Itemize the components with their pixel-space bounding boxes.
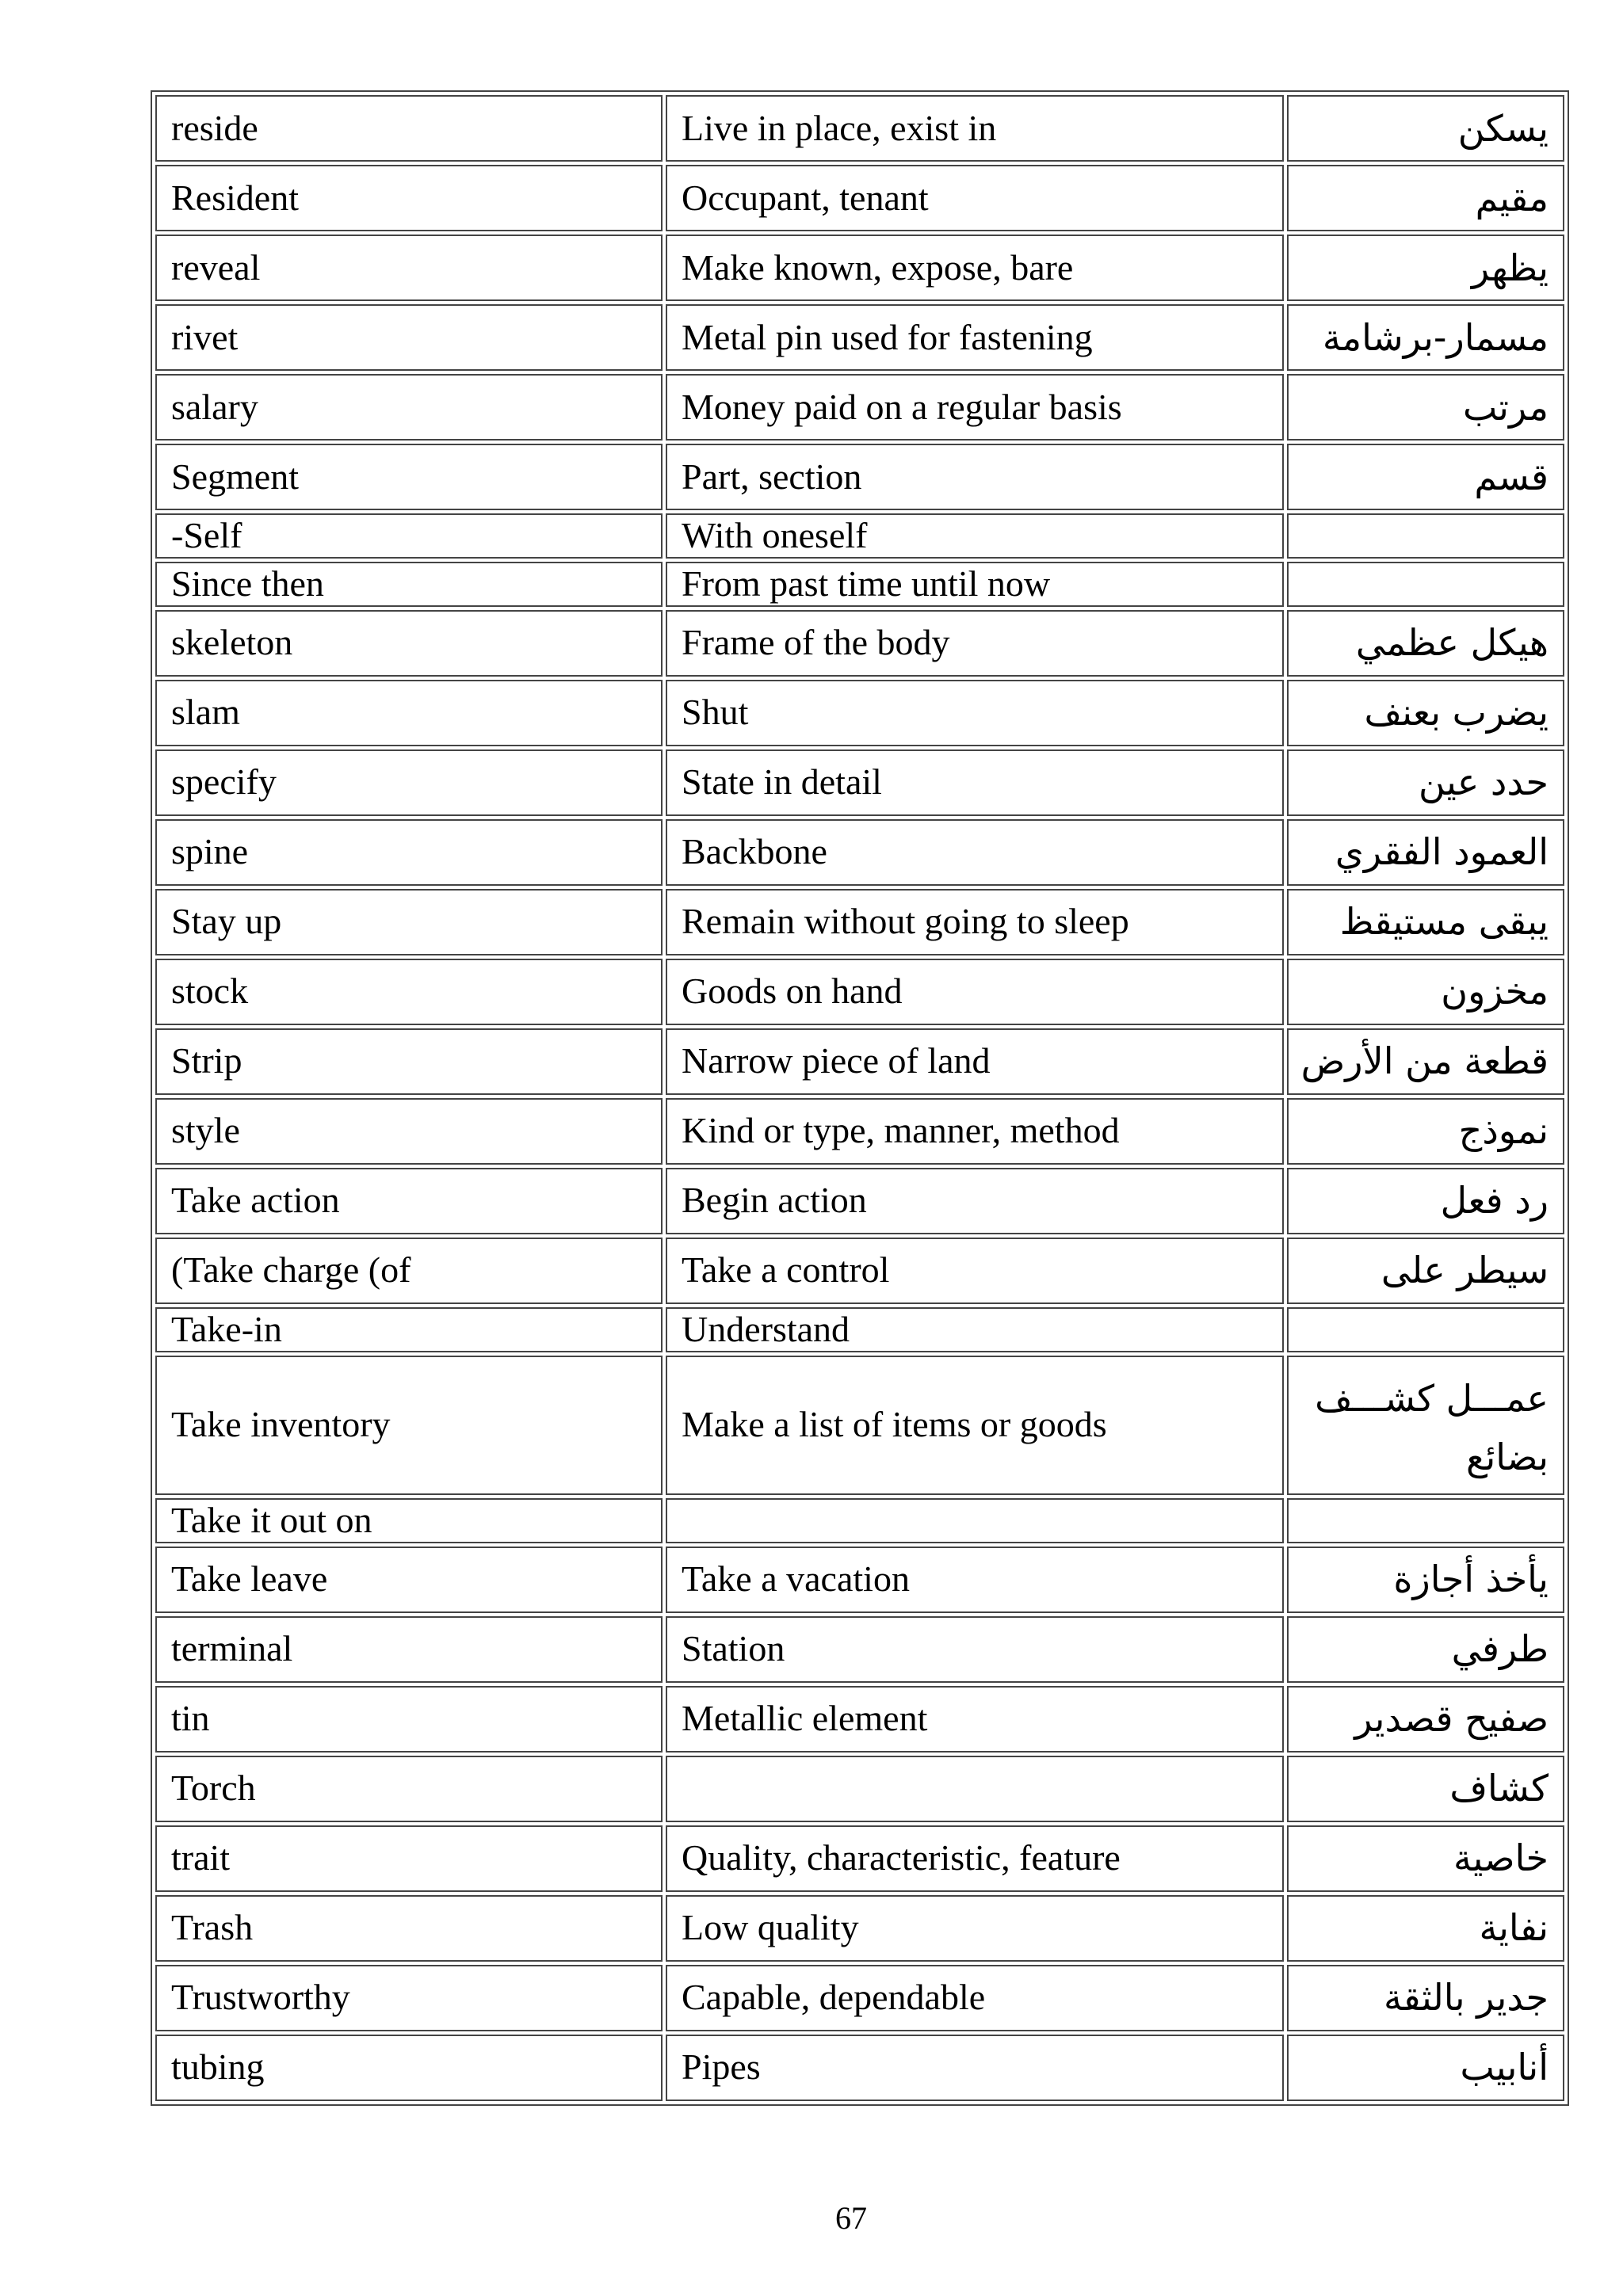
term-cell: style [155, 1098, 663, 1165]
definition-cell: State in detail [666, 749, 1284, 816]
term-cell: (Take charge (of [155, 1238, 663, 1304]
definition-cell: Narrow piece of land [666, 1028, 1284, 1095]
arabic-translation-cell: مسمار-برشامة [1287, 304, 1564, 371]
arabic-translation-cell: طرفي [1287, 1616, 1564, 1683]
table-row [155, 610, 1564, 677]
table-row [155, 1238, 1564, 1304]
term-cell: Take leave [155, 1547, 663, 1613]
definition-cell: Capable, dependable [666, 1965, 1284, 2031]
definition-cell: Kind or type, manner, method [666, 1098, 1284, 1165]
arabic-translation-cell [1287, 513, 1564, 559]
definition-cell: Shut [666, 680, 1284, 746]
definition-cell: Quality, characteristic, feature [666, 1825, 1284, 1892]
table-row [155, 304, 1564, 371]
table-row [155, 889, 1564, 955]
definition-cell: Low quality [666, 1895, 1284, 1962]
definition-cell: Money paid on a regular basis [666, 374, 1284, 441]
term-cell: rivet [155, 304, 663, 371]
definition-cell: Live in place, exist in [666, 95, 1284, 162]
arabic-translation-cell: كشاف [1287, 1756, 1564, 1822]
arabic-translation-cell: جدير بالثقة [1287, 1965, 1564, 2031]
table-row [155, 1686, 1564, 1753]
arabic-translation-cell: يظهر [1287, 235, 1564, 301]
table-row [155, 1616, 1564, 1683]
table-row [155, 749, 1564, 816]
term-cell: Trash [155, 1895, 663, 1962]
definition-cell: Part, section [666, 444, 1284, 510]
table-row [155, 562, 1564, 607]
term-cell: Trustworthy [155, 1965, 663, 2031]
vocabulary-table-body [155, 95, 1564, 2101]
table-row [155, 1965, 1564, 2031]
table-row [155, 2035, 1564, 2101]
table-row [155, 959, 1564, 1025]
definition-cell: Station [666, 1616, 1284, 1683]
term-cell: salary [155, 374, 663, 441]
term-cell: Take-in [155, 1307, 663, 1352]
definition-cell: Make a list of items or goods [666, 1356, 1284, 1495]
term-cell: Segment [155, 444, 663, 510]
arabic-translation-cell: حدد عين [1287, 749, 1564, 816]
table-row [155, 95, 1564, 162]
arabic-translation-cell: مرتب [1287, 374, 1564, 441]
term-cell: terminal [155, 1616, 663, 1683]
term-cell: Take action [155, 1168, 663, 1234]
term-cell: Torch [155, 1756, 663, 1822]
arabic-translation-cell: عمـــل كشـــف بضائع [1287, 1356, 1564, 1495]
term-cell: slam [155, 680, 663, 746]
definition-cell: With oneself [666, 513, 1284, 559]
arabic-translation-cell: رد فعل [1287, 1168, 1564, 1234]
arabic-translation-cell [1287, 1307, 1564, 1352]
definition-cell: Understand [666, 1307, 1284, 1352]
arabic-translation-cell: خاصية [1287, 1825, 1564, 1892]
arabic-translation-cell: مخزون [1287, 959, 1564, 1025]
arabic-translation-cell [1287, 1498, 1564, 1543]
term-cell: spine [155, 819, 663, 886]
table-row [155, 1307, 1564, 1352]
arabic-translation-cell: قسم [1287, 444, 1564, 510]
table-row [155, 1498, 1564, 1543]
definition-cell: Pipes [666, 2035, 1284, 2101]
term-cell: stock [155, 959, 663, 1025]
definition-cell: Take a control [666, 1238, 1284, 1304]
table-row [155, 1756, 1564, 1822]
definition-cell: Begin action [666, 1168, 1284, 1234]
term-cell: Take inventory [155, 1356, 663, 1495]
term-cell: reside [155, 95, 663, 162]
term-cell: Resident [155, 165, 663, 231]
table-row [155, 1895, 1564, 1962]
table-row [155, 1098, 1564, 1165]
arabic-translation-cell: سيطر على [1287, 1238, 1564, 1304]
term-cell: tin [155, 1686, 663, 1753]
term-cell: tubing [155, 2035, 663, 2101]
term-cell: Take it out on [155, 1498, 663, 1543]
table-row [155, 680, 1564, 746]
table-row [155, 235, 1564, 301]
table-row [155, 1028, 1564, 1095]
arabic-translation-cell: هيكل عظمي [1287, 610, 1564, 677]
term-cell: skeleton [155, 610, 663, 677]
term-cell: -Self [155, 513, 663, 559]
definition-cell [666, 1756, 1284, 1822]
vocabulary-table-container [151, 90, 1564, 2106]
arabic-translation-cell: قطعة من الأرض [1287, 1028, 1564, 1095]
term-cell: Since then [155, 562, 663, 607]
definition-cell: Goods on hand [666, 959, 1284, 1025]
term-cell: trait [155, 1825, 663, 1892]
definition-cell: From past time until now [666, 562, 1284, 607]
definition-cell: Occupant, tenant [666, 165, 1284, 231]
definition-cell: Remain without going to sleep [666, 889, 1284, 955]
definition-cell [666, 1498, 1284, 1543]
table-row [155, 1547, 1564, 1613]
arabic-translation-cell: يضرب بعنف [1287, 680, 1564, 746]
table-row [155, 1356, 1564, 1495]
table-row [155, 513, 1564, 559]
arabic-translation-cell [1287, 562, 1564, 607]
term-cell: Stay up [155, 889, 663, 955]
definition-cell: Frame of the body [666, 610, 1284, 677]
table-row [155, 165, 1564, 231]
table-row [155, 374, 1564, 441]
arabic-translation-cell: يبقى مستيقظ [1287, 889, 1564, 955]
arabic-translation-cell: نموذج [1287, 1098, 1564, 1165]
table-row [155, 819, 1564, 886]
table-row [155, 1168, 1564, 1234]
term-cell: specify [155, 749, 663, 816]
table-row [155, 1825, 1564, 1892]
definition-cell: Take a vacation [666, 1547, 1284, 1613]
arabic-translation-cell: يسكن [1287, 95, 1564, 162]
table-row [155, 444, 1564, 510]
arabic-translation-cell: صفيح قصدير [1287, 1686, 1564, 1753]
arabic-translation-cell: مقيم [1287, 165, 1564, 231]
page-number: 67 [835, 2200, 867, 2236]
arabic-translation-cell: أنابيب [1287, 2035, 1564, 2101]
definition-cell: Backbone [666, 819, 1284, 886]
definition-cell: Metal pin used for fastening [666, 304, 1284, 371]
arabic-translation-cell: يأخذ أجازة [1287, 1547, 1564, 1613]
arabic-translation-cell: العمود الفقري [1287, 819, 1564, 886]
definition-cell: Metallic element [666, 1686, 1284, 1753]
arabic-translation-cell: نفاية [1287, 1895, 1564, 1962]
term-cell: Strip [155, 1028, 663, 1095]
vocabulary-table [151, 90, 1569, 2106]
term-cell: reveal [155, 235, 663, 301]
definition-cell: Make known, expose, bare [666, 235, 1284, 301]
